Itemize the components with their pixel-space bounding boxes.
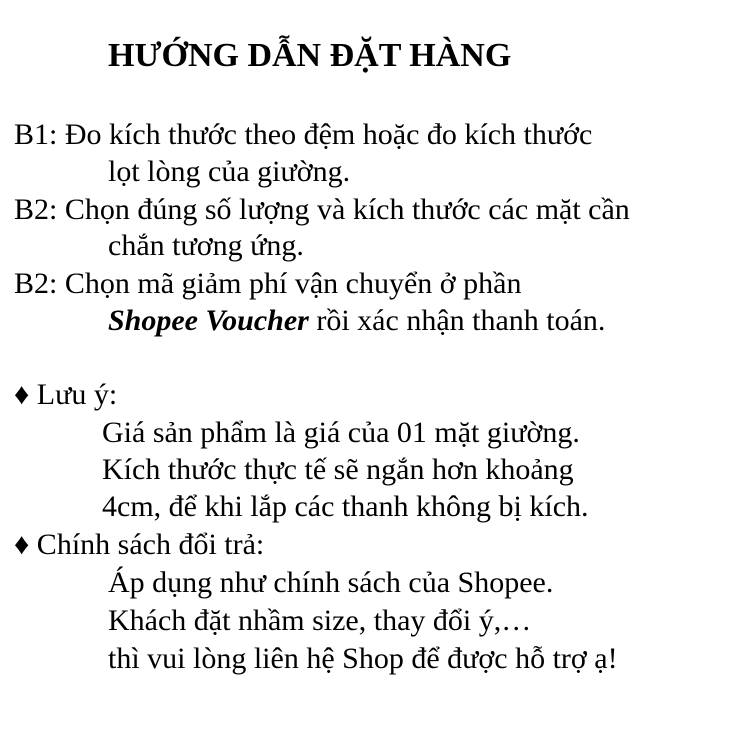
- policy-heading: ♦ Chính sách đổi trả:: [14, 528, 265, 561]
- step-3-line-2-rest: rồi xác nhận thanh toán.: [308, 304, 606, 337]
- step-1-label: B1:: [14, 118, 58, 151]
- step-3-label: B2:: [14, 267, 58, 300]
- notes-line-3: 4cm, để khi lắp các thanh không bị kích.: [102, 490, 589, 523]
- notes-line-2: Kích thước thực tế sẽ ngắn hơn khoảng: [102, 453, 574, 486]
- shopee-voucher-text: Shopee Voucher: [108, 304, 309, 337]
- step-3-line-1: [14, 267, 521, 301]
- notes-heading: ♦ Lưu ý:: [14, 378, 118, 411]
- step-3-text: Chọn mã giảm phí vận chuyển ở phần: [57, 267, 522, 300]
- step-1-line-1: [14, 118, 592, 152]
- step-2-text: Chọn đúng số lượng và kích thước các mặt cần: [57, 193, 630, 226]
- step-2-line-2: chắn tương ứng.: [108, 229, 304, 262]
- step-1-line-2: lọt lòng của giường.: [108, 155, 351, 188]
- policy-line-1: Áp dụng như chính sách của Shopee.: [108, 566, 554, 599]
- step-2-line-1: [14, 193, 630, 227]
- page-title: HƯỚNG DẪN ĐẶT HÀNG: [108, 37, 512, 74]
- policy-line-2: Khách đặt nhầm size, thay đổi ý,…: [108, 604, 532, 637]
- step-1-text: Đo kích thước theo đệm hoặc đo kích thước: [57, 118, 593, 151]
- policy-line-3: thì vui lòng liên hệ Shop để được hỗ trợ ạ!: [108, 642, 618, 675]
- step-2-label: B2:: [14, 193, 58, 226]
- step-3-line-2: [108, 304, 605, 338]
- notes-line-1: Giá sản phẩm là giá của 01 mặt giường.: [102, 416, 580, 449]
